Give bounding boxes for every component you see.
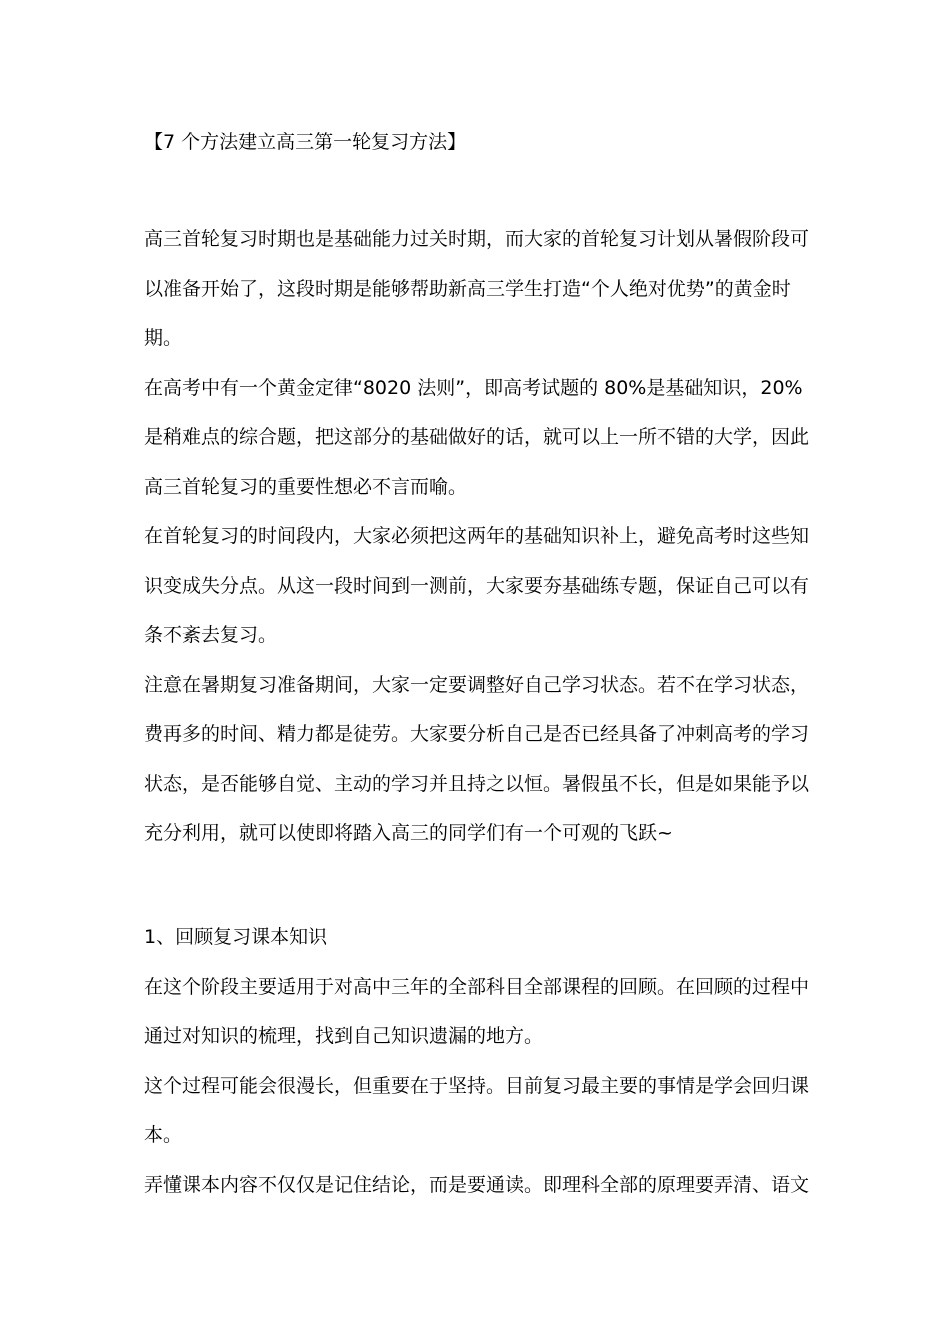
- section-heading: 1、回顾复习课本知识: [144, 926, 328, 948]
- paragraph: [144, 1062, 814, 1161]
- text-line: 费再多的时间、精力都是徒劳。大家要分析自己是否已经具备了冲刺高考的学习: [144, 723, 810, 745]
- paragraph: [144, 1161, 814, 1211]
- section-1: [144, 913, 814, 1210]
- text-line: 识变成失分点。从这一段时间到一测前，大家要夯基础练专题，保证自己可以有: [144, 574, 810, 597]
- text-line: 通过对知识的梳理，找到自己知识遗漏的地方。: [144, 1025, 544, 1047]
- document-title: 【7 个方法建立高三第一轮复习方法】: [144, 131, 467, 153]
- paragraph: [144, 364, 814, 513]
- text-line: 条不紊去复习。: [144, 624, 278, 646]
- paragraph: [144, 661, 814, 859]
- text-line: 注意在暑期复习准备期间，大家一定要调整好自己学习状态。若不在学习状态，: [144, 673, 810, 696]
- paragraph: [144, 512, 814, 661]
- text-line: 在这个阶段主要适用于对高中三年的全部科目全部课程的回顾。在回顾的过程中: [144, 975, 810, 998]
- text-line: 以准备开始了，这段时期是能够帮助新高三学生打造“个人绝对优势”的黄金时: [144, 277, 791, 300]
- paragraph: [144, 963, 814, 1062]
- text-line: 期。: [144, 327, 183, 349]
- text-line: 在首轮复习的时间段内，大家必须把这两年的基础知识补上，避免高考时这些知: [144, 525, 810, 547]
- paragraph: [144, 215, 814, 364]
- text-line: 充分利用，就可以使即将踏入高三的同学们有一个可观的飞跃~: [144, 822, 673, 844]
- text-line: 高三首轮复习时期也是基础能力过关时期，而大家的首轮复习计划从暑假阶段可: [144, 228, 810, 250]
- text-line: 这个过程可能会很漫长，但重要在于坚持。目前复习最主要的事情是学会回归课: [144, 1074, 810, 1097]
- text-line: 是稍难点的综合题，把这部分的基础做好的话，就可以上一所不错的大学，因此: [144, 426, 810, 448]
- text-line: 高三首轮复习的重要性想必不言而喻。: [144, 475, 468, 498]
- text-line: 弄懂课本内容不仅仅是记住结论，而是要通读。即理科全部的原理要弄清、语文: [144, 1173, 810, 1196]
- intro-section: [144, 215, 814, 859]
- text-line: 在高考中有一个黄金定律“8020 法则”，即高考试题的 80%是基础知识，20%: [144, 376, 803, 399]
- text-line: 状态，是否能够自觉、主动的学习并且持之以恒。暑假虽不长，但是如果能予以: [144, 772, 810, 795]
- text-line: 本。: [144, 1124, 183, 1146]
